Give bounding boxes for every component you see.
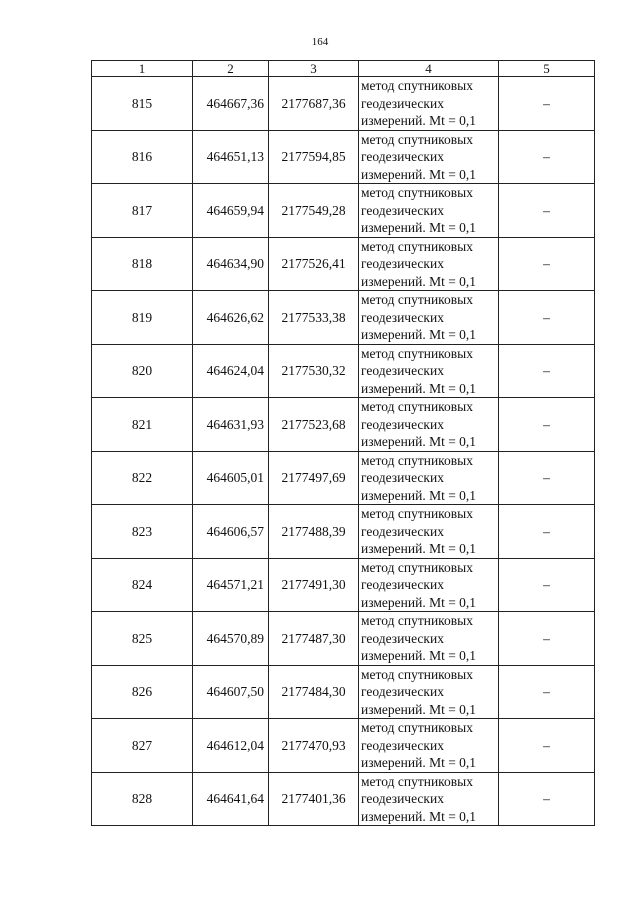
method-cell: метод спутниковых геодезических измерений. Mt = 0,1 bbox=[359, 665, 499, 719]
x-coordinate-cell: 464641,64 bbox=[193, 772, 269, 826]
point-number-cell: 819 bbox=[92, 291, 193, 345]
table-row bbox=[92, 772, 595, 826]
method-cell: метод спутниковых геодезических измерений. Mt = 0,1 bbox=[359, 398, 499, 452]
y-coordinate-cell: 2177497,69 bbox=[269, 451, 359, 505]
x-coordinate-cell: 464624,04 bbox=[193, 344, 269, 398]
point-number-cell: 823 bbox=[92, 505, 193, 559]
y-coordinate-cell: 2177470,93 bbox=[269, 719, 359, 773]
note-cell: – bbox=[499, 344, 595, 398]
x-coordinate-cell: 464605,01 bbox=[193, 451, 269, 505]
note-cell: – bbox=[499, 77, 595, 131]
table-row bbox=[92, 451, 595, 505]
x-coordinate-cell: 464570,89 bbox=[193, 612, 269, 666]
y-coordinate-cell: 2177523,68 bbox=[269, 398, 359, 452]
table-row bbox=[92, 612, 595, 666]
header-cell-1: 1 bbox=[92, 61, 193, 77]
table-row bbox=[92, 237, 595, 291]
method-cell: метод спутниковых геодезических измерений. Mt = 0,1 bbox=[359, 719, 499, 773]
y-coordinate-cell: 2177594,85 bbox=[269, 130, 359, 184]
note-cell: – bbox=[499, 130, 595, 184]
x-coordinate-cell: 464631,93 bbox=[193, 398, 269, 452]
x-coordinate-cell: 464607,50 bbox=[193, 665, 269, 719]
method-cell: метод спутниковых геодезических измерений. Mt = 0,1 bbox=[359, 130, 499, 184]
y-coordinate-cell: 2177491,30 bbox=[269, 558, 359, 612]
note-cell: – bbox=[499, 505, 595, 559]
note-cell: – bbox=[499, 558, 595, 612]
note-cell: – bbox=[499, 237, 595, 291]
method-cell: метод спутниковых геодезических измерений. Mt = 0,1 bbox=[359, 184, 499, 238]
table-row bbox=[92, 558, 595, 612]
method-cell: метод спутниковых геодезических измерений. Mt = 0,1 bbox=[359, 451, 499, 505]
table-row bbox=[92, 77, 595, 131]
header-cell-4: 4 bbox=[359, 61, 499, 77]
page-number: 164 bbox=[311, 36, 329, 48]
point-number-cell: 821 bbox=[92, 398, 193, 452]
point-number-cell: 820 bbox=[92, 344, 193, 398]
point-number-cell: 818 bbox=[92, 237, 193, 291]
y-coordinate-cell: 2177487,30 bbox=[269, 612, 359, 666]
note-cell: – bbox=[499, 451, 595, 505]
note-cell: – bbox=[499, 665, 595, 719]
x-coordinate-cell: 464626,62 bbox=[193, 291, 269, 345]
table-row bbox=[92, 184, 595, 238]
x-coordinate-cell: 464634,90 bbox=[193, 237, 269, 291]
note-cell: – bbox=[499, 184, 595, 238]
table-row bbox=[92, 130, 595, 184]
y-coordinate-cell: 2177488,39 bbox=[269, 505, 359, 559]
table-body bbox=[92, 77, 595, 826]
point-number-cell: 816 bbox=[92, 130, 193, 184]
method-cell: метод спутниковых геодезических измерений. Mt = 0,1 bbox=[359, 291, 499, 345]
y-coordinate-cell: 2177687,36 bbox=[269, 77, 359, 131]
method-cell: метод спутниковых геодезических измерений. Mt = 0,1 bbox=[359, 772, 499, 826]
header-cell-3: 3 bbox=[269, 61, 359, 77]
method-cell: метод спутниковых геодезических измерений. Mt = 0,1 bbox=[359, 612, 499, 666]
point-number-cell: 822 bbox=[92, 451, 193, 505]
x-coordinate-cell: 464571,21 bbox=[193, 558, 269, 612]
x-coordinate-cell: 464651,13 bbox=[193, 130, 269, 184]
y-coordinate-cell: 2177549,28 bbox=[269, 184, 359, 238]
note-cell: – bbox=[499, 772, 595, 826]
method-cell: метод спутниковых геодезических измерений. Mt = 0,1 bbox=[359, 505, 499, 559]
point-number-cell: 815 bbox=[92, 77, 193, 131]
header-cell-5: 5 bbox=[499, 61, 595, 77]
table-row bbox=[92, 291, 595, 345]
x-coordinate-cell: 464612,04 bbox=[193, 719, 269, 773]
point-number-cell: 825 bbox=[92, 612, 193, 666]
x-coordinate-cell: 464606,57 bbox=[193, 505, 269, 559]
table-row bbox=[92, 344, 595, 398]
table-row bbox=[92, 398, 595, 452]
point-number-cell: 828 bbox=[92, 772, 193, 826]
table-header-row bbox=[92, 61, 595, 77]
note-cell: – bbox=[499, 398, 595, 452]
x-coordinate-cell: 464659,94 bbox=[193, 184, 269, 238]
note-cell: – bbox=[499, 719, 595, 773]
y-coordinate-cell: 2177533,38 bbox=[269, 291, 359, 345]
table-row bbox=[92, 719, 595, 773]
y-coordinate-cell: 2177401,36 bbox=[269, 772, 359, 826]
header-cell-2: 2 bbox=[193, 61, 269, 77]
point-number-cell: 826 bbox=[92, 665, 193, 719]
table-row bbox=[92, 505, 595, 559]
y-coordinate-cell: 2177530,32 bbox=[269, 344, 359, 398]
point-number-cell: 827 bbox=[92, 719, 193, 773]
note-cell: – bbox=[499, 612, 595, 666]
coordinates-table bbox=[91, 60, 595, 826]
y-coordinate-cell: 2177526,41 bbox=[269, 237, 359, 291]
method-cell: метод спутниковых геодезических измерений. Mt = 0,1 bbox=[359, 77, 499, 131]
y-coordinate-cell: 2177484,30 bbox=[269, 665, 359, 719]
point-number-cell: 817 bbox=[92, 184, 193, 238]
table-row bbox=[92, 665, 595, 719]
method-cell: метод спутниковых геодезических измерений. Mt = 0,1 bbox=[359, 558, 499, 612]
method-cell: метод спутниковых геодезических измерений. Mt = 0,1 bbox=[359, 237, 499, 291]
point-number-cell: 824 bbox=[92, 558, 193, 612]
x-coordinate-cell: 464667,36 bbox=[193, 77, 269, 131]
note-cell: – bbox=[499, 291, 595, 345]
method-cell: метод спутниковых геодезических измерений. Mt = 0,1 bbox=[359, 344, 499, 398]
